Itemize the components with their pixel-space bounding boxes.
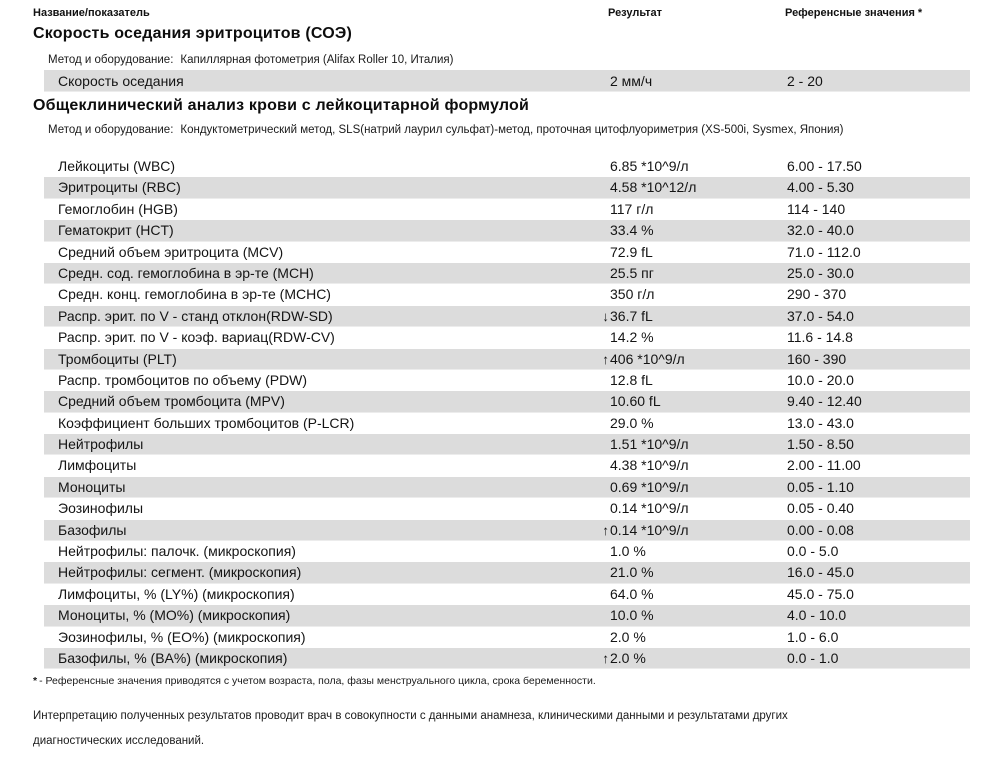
row-name: Базофилы <box>58 521 127 538</box>
table-row <box>44 263 970 284</box>
row-result: 117 г/л <box>610 200 654 217</box>
row-name: Распр. тромбоцитов по объему (PDW) <box>58 371 308 388</box>
table-row <box>44 70 970 92</box>
row-reference: 0.05 - 0.40 <box>787 500 854 517</box>
table-row <box>44 220 970 241</box>
row-result: 0.14 *10^9/л <box>610 500 689 517</box>
row-reference: 25.0 - 30.0 <box>787 264 854 281</box>
table-row <box>44 562 970 583</box>
row-reference: 9.40 - 12.40 <box>787 393 862 410</box>
row-result: 350 г/л <box>610 286 655 303</box>
row-result: 1.0 % <box>610 543 646 560</box>
row-reference: 32.0 - 40.0 <box>787 222 854 239</box>
row-reference: 0.0 - 5.0 <box>787 543 839 560</box>
row-name: Гемоглобин (HGB) <box>58 200 178 217</box>
row-name: Гематокрит (HCT) <box>58 222 174 239</box>
row-result: 12.8 fL <box>610 371 653 388</box>
method-label: Метод и оборудование: <box>48 124 174 136</box>
table-row <box>44 541 970 562</box>
row-result: 33.4 % <box>610 222 654 239</box>
row-result: 21.0 % <box>610 564 654 581</box>
row-result: 4.58 *10^12/л <box>610 179 697 196</box>
row-name: Лимфоциты <box>58 457 137 474</box>
row-result: 29.0 % <box>610 414 654 431</box>
method-line <box>48 122 886 139</box>
footnote-text: - Референсные значения приводятся с учетом возраста, пола, фазы менструального цикла, срока беременности. <box>39 675 596 687</box>
row-reference: 10.0 - 20.0 <box>787 371 854 388</box>
table-row <box>44 648 970 669</box>
row-result: 1.51 *10^9/л <box>610 436 689 453</box>
table-row <box>44 520 970 541</box>
row-name: Эозинофилы, % (EO%) (микроскопия) <box>58 628 306 645</box>
method-line <box>48 52 453 69</box>
up-arrow-icon: ↑ <box>602 650 609 666</box>
column-header-result: Результат <box>608 7 663 19</box>
row-name: Средн. сод. гемоглобина в эр-те (MCH) <box>58 264 314 281</box>
table-row <box>44 349 970 370</box>
table-row <box>44 584 970 605</box>
table-row <box>44 477 970 498</box>
row-reference: 1.0 - 6.0 <box>787 628 839 645</box>
row-reference: 1.50 - 8.50 <box>787 436 854 453</box>
table-row <box>44 413 970 434</box>
row-result: 14.2 % <box>610 329 654 346</box>
row-result: 64.0 % <box>610 585 654 602</box>
row-name: Эритроциты (RBC) <box>58 179 181 196</box>
row-name: Эозинофилы <box>58 500 144 517</box>
method-text: Капиллярная фотометрия (Alifax Roller 10, Италия) <box>180 54 454 66</box>
row-result: 2.0 % <box>610 628 646 645</box>
row-name: Средний объем эритроцита (MCV) <box>58 243 284 260</box>
row-name: Скорость оседания <box>58 73 184 89</box>
method-label: Метод и оборудование: <box>48 54 174 66</box>
column-header-name: Название/показатель <box>33 7 150 19</box>
row-reference: 71.0 - 112.0 <box>787 243 861 260</box>
row-result: 2 мм/ч <box>610 73 653 89</box>
cbc-rows <box>44 156 970 669</box>
esr-rows <box>44 70 970 92</box>
up-arrow-icon: ↑ <box>602 522 609 538</box>
table-row <box>44 242 970 263</box>
row-reference: 37.0 - 54.0 <box>787 307 854 324</box>
row-result: ↑ 0.14 *10^9/л <box>610 520 689 541</box>
table-row <box>44 605 970 626</box>
footnote-asterisk: * <box>33 675 38 687</box>
row-reference: 0.00 - 0.08 <box>787 521 854 538</box>
row-reference: 4.00 - 5.30 <box>787 179 854 196</box>
table-row <box>44 498 970 519</box>
table-row <box>44 284 970 305</box>
table-row <box>44 455 970 476</box>
row-reference: 2 - 20 <box>787 73 823 89</box>
row-name: Базофилы, % (BA%) (микроскопия) <box>58 649 288 666</box>
row-name: Моноциты <box>58 478 126 495</box>
row-name: Нейтрофилы: палочк. (микроскопия) <box>58 543 296 560</box>
row-name: Средний объем тромбоцита (MPV) <box>58 393 285 410</box>
up-arrow-icon: ↑ <box>602 351 609 367</box>
row-name: Моноциты, % (MO%) (микроскопия) <box>58 607 291 624</box>
method-text: Кондуктометрический метод, SLS(натрий лаурил сульфат)-метод, проточная цитофлуориметрия (XS-500i, Sysmex, Япония) <box>180 124 844 136</box>
row-name: Распр. эрит. по V - коэф. вариац(RDW-CV) <box>58 329 335 346</box>
row-result: 72.9 fL <box>610 243 653 260</box>
column-header-reference: Референсные значения * <box>785 7 923 19</box>
row-name: Средн. конц. гемоглобина в эр-те (MCHC) <box>58 286 331 303</box>
row-result: ↑ 406 *10^9/л <box>610 349 685 370</box>
table-row <box>44 434 970 455</box>
row-reference: 6.00 - 17.50 <box>787 158 862 174</box>
down-arrow-icon: ↓ <box>602 308 609 324</box>
table-row <box>44 156 970 177</box>
row-reference: 2.00 - 11.00 <box>787 457 861 474</box>
row-result: 4.38 *10^9/л <box>610 457 689 474</box>
table-row <box>44 391 970 412</box>
row-reference: 11.6 - 14.8 <box>787 329 853 346</box>
table-row <box>44 199 970 220</box>
row-reference: 4.0 - 10.0 <box>787 607 847 624</box>
row-result: 10.0 % <box>610 607 654 624</box>
table-row <box>44 370 970 391</box>
row-result: ↓ 36.7 fL <box>610 306 653 327</box>
row-name: Нейтрофилы <box>58 436 144 453</box>
row-reference: 13.0 - 43.0 <box>787 414 854 431</box>
table-row <box>44 627 970 648</box>
row-name: Нейтрофилы: сегмент. (микроскопия) <box>58 564 302 581</box>
row-name: Лейкоциты (WBC) <box>58 158 176 174</box>
row-reference: 160 - 390 <box>787 350 847 367</box>
row-reference: 290 - 370 <box>787 286 847 303</box>
row-result: 0.69 *10^9/л <box>610 478 689 495</box>
row-name: Лимфоциты, % (LY%) (микроскопия) <box>58 585 295 602</box>
footnote <box>33 675 596 687</box>
row-reference: 0.05 - 1.10 <box>787 478 854 495</box>
row-result: 6.85 *10^9/л <box>610 158 689 174</box>
row-reference: 114 - 140 <box>787 200 846 217</box>
row-name: Распр. эрит. по V - станд отклон(RDW-SD) <box>58 307 333 324</box>
table-row <box>44 327 970 348</box>
table-row <box>44 177 970 198</box>
row-name: Коэффициент больших тромбоцитов (P-LCR) <box>58 414 355 431</box>
row-reference: 45.0 - 75.0 <box>787 585 854 602</box>
disclaimer-text: Интерпретацию полученных результатов проводит врач в совокупности с данными анамнеза, клиническими данными и результатами других диагностических исследований. <box>33 710 788 747</box>
section-title-cbc: Общеклинический анализ крови с лейкоцитарной формулой <box>33 97 530 114</box>
row-reference: 0.0 - 1.0 <box>787 649 839 666</box>
row-reference: 16.0 - 45.0 <box>787 564 854 581</box>
row-result: 10.60 fL <box>610 393 661 410</box>
section-title-esr: Скорость оседания эритроцитов (СОЭ) <box>33 25 352 42</box>
row-result: ↑ 2.0 % <box>610 648 646 669</box>
row-result: 25.5 пг <box>610 264 654 281</box>
row-name: Тромбоциты (PLT) <box>58 350 177 367</box>
table-row <box>44 306 970 327</box>
